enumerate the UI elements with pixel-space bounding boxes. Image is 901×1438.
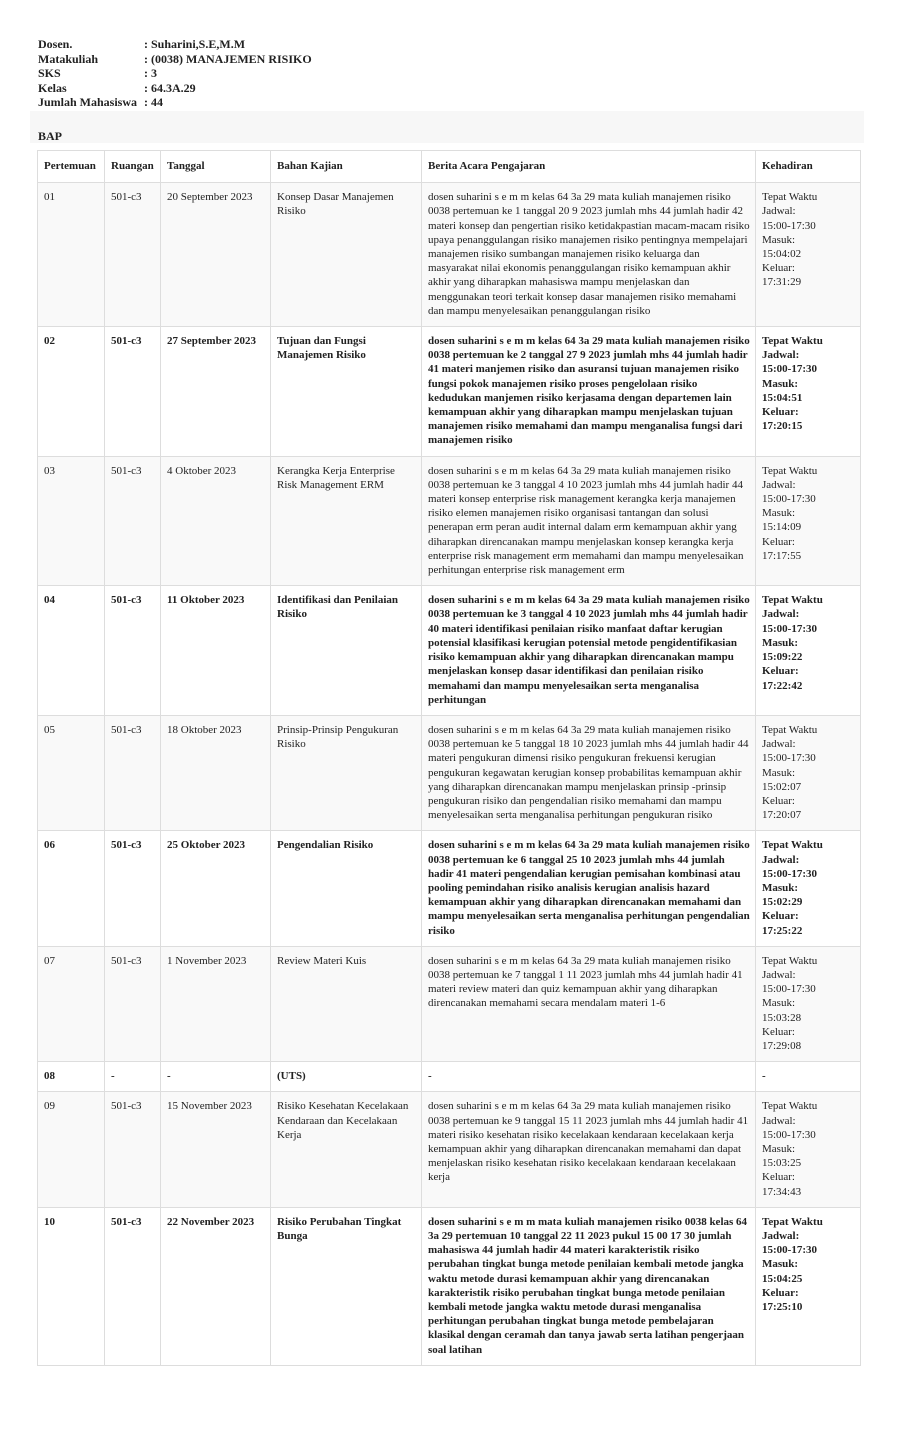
kehadiran-line: 15:00-17:30 (762, 622, 817, 635)
column-header-kehadiran: Kehadiran (756, 151, 861, 183)
kehadiran-line: 17:25:10 (762, 1301, 803, 1314)
kehadiran-line: 15:03:28 (762, 1011, 802, 1024)
header-row-sks (38, 66, 312, 81)
cell-kehadiran (756, 183, 861, 327)
table-row (38, 456, 861, 586)
kehadiran-line: 15:02:29 (762, 896, 803, 909)
kehadiran-line: 15:00-17:30 (762, 867, 817, 880)
section-background (30, 111, 864, 143)
column-header-bahan-kajian: Bahan Kajian (271, 151, 422, 183)
cell-bahan-kajian: Identifikasi dan Penilaian Risiko (271, 586, 422, 716)
kehadiran-line: - (762, 1070, 766, 1083)
kehadiran-line: Tepat Waktu (762, 594, 823, 607)
cell-kehadiran (756, 1092, 861, 1207)
kehadiran-line: Jadwal: (762, 349, 800, 362)
kehadiran-line: Jadwal: (762, 478, 796, 491)
cell-tanggal: 4 Oktober 2023 (161, 456, 271, 586)
kehadiran-line: Masuk: (762, 636, 799, 649)
cell-pertemuan: 08 (38, 1062, 105, 1092)
kehadiran-line: 15:00-17:30 (762, 1128, 816, 1141)
kehadiran-line: Tepat Waktu (762, 723, 818, 736)
kehadiran-line: 17:20:15 (762, 420, 803, 433)
kehadiran-line: Keluar: (762, 1171, 795, 1184)
header-row-kelas (38, 81, 312, 96)
kehadiran-line: Jadwal: (762, 1230, 800, 1242)
table-row (38, 586, 861, 716)
kehadiran-line: Keluar: (762, 794, 795, 807)
cell-kehadiran (756, 1207, 861, 1365)
kehadiran-line: Tepat Waktu (762, 954, 818, 967)
table-row (38, 946, 861, 1061)
cell-tanggal: - (161, 1062, 271, 1092)
cell-berita-acara: dosen suharini s e m m kelas 64 3a 29 mata kuliah manajemen risiko 0038 pertemuan ke 3 tanggal 4 10 2023 jumlah mhs 44 jumlah hadir 40 materi identifikasi penilaian risiko manfaat daftar kerugian potensial klasifikasi kerugian potensial metode pengidentifikasian risiko kemampuan akhir yang diharapkan direncanakan mampu menjelaskan konsep dasar identifikasi dan penilaian risiko memahami dan mampu menyelesaikan serta menganalisa perhitungan (422, 586, 756, 716)
kehadiran-line: 15:09:22 (762, 651, 803, 664)
kehadiran-line: 15:00-17:30 (762, 363, 817, 376)
header-label: Kelas (38, 80, 67, 95)
header-label: Dosen. (38, 37, 73, 51)
kehadiran-line: Masuk: (762, 1258, 799, 1271)
kehadiran-line: 15:03:25 (762, 1157, 802, 1170)
kehadiran-line: Keluar: (762, 910, 799, 923)
table-row (38, 831, 861, 946)
cell-berita-acara: - (422, 1062, 756, 1092)
kehadiran-line: 17:22:42 (762, 679, 803, 692)
kehadiran-line: Masuk: (762, 507, 795, 520)
cell-bahan-kajian: Review Materi Kuis (271, 946, 422, 1061)
kehadiran-line: Jadwal: (762, 608, 800, 621)
cell-pertemuan: 01 (38, 183, 105, 327)
header-value: : (0038) MANAJEMEN RISIKO (144, 51, 312, 66)
kehadiran-line: 15:00-17:30 (762, 493, 816, 506)
kehadiran-line: Keluar: (762, 665, 799, 678)
kehadiran-line: 15:14:09 (762, 521, 802, 534)
cell-pertemuan: 05 (38, 715, 105, 830)
cell-bahan-kajian: Kerangka Kerja Enterprise Risk Management ERM (271, 456, 422, 586)
kehadiran-line: Keluar: (762, 1025, 795, 1038)
cell-ruangan: - (105, 1062, 161, 1092)
cell-kehadiran (756, 327, 861, 457)
header-row-jumlah-mahasiswa (38, 95, 312, 110)
cell-berita-acara: dosen suharini s e m m kelas 64 3a 29 mata kuliah manajemen risiko 0038 pertemuan ke 9 tanggal 15 11 2023 jumlah mhs 44 jumlah hadir 41 materi risiko kesehatan risiko kecelakaan kendaraan kecelakaan kerja kemampuan akhir yang diharapkan direncanakan memahami dan dapat menjelaskan risiko kesehatan risiko kecelakaan kendaraan kecelakaan kerja (422, 1092, 756, 1207)
bap-table (37, 150, 861, 1366)
cell-kehadiran (756, 456, 861, 586)
kehadiran-line: Tepat Waktu (762, 839, 823, 852)
cell-pertemuan: 10 (38, 1207, 105, 1365)
cell-tanggal: 18 Oktober 2023 (161, 715, 271, 830)
cell-berita-acara: dosen suharini s e m m mata kuliah manajemen risiko 0038 kelas 64 3a 29 pertemuan 10 tanggal 22 11 2023 pukul 15 00 17 30 jumlah mahasiswa 44 jumlah hadir 44 materi karakteristik risiko perubahan tingkat bunga metode penilaian kembali metode jangka waktu metode durasi kemampuan akhir yang direncanakan karakteristik risiko perubahan tingkat bunga metode penilaian kembali metode jangka waktu metode durasi menganalisa perhitungan perubahan tingkat bunga metode pembelajaran klasikal dengan ceramah dan tanya jawab serta latihan pengerjaan soal latihan (422, 1207, 756, 1365)
cell-ruangan: 501-c3 (105, 327, 161, 457)
kehadiran-line: Keluar: (762, 1286, 799, 1299)
cell-berita-acara: dosen suharini s e m m kelas 64 3a 29 mata kuliah manajemen risiko 0038 pertemuan ke 1 tanggal 20 9 2023 jumlah mhs 44 jumlah hadir 42 materi konsep dan pengertian risiko ketidakpastian macam-macam risiko upaya penanggulangan risiko manajemen risiko pentingnya mempelajari manajemen risiko sumbangan manajemen risiko keluarga dan masyarakat nilai ekonomis penanggulangan risiko kemampuan akhir akhir yang diharapkan mahasiswa mampu menjelaskan dan menggunakan teori terkait konsep dasar manajemen risiko memahami dan mampu menyelesaikan penanggulangan risiko (422, 183, 756, 327)
cell-kehadiran (756, 715, 861, 830)
kehadiran-line: 15:00-17:30 (762, 219, 816, 232)
header-row-dosen (38, 37, 312, 52)
cell-ruangan: 501-c3 (105, 946, 161, 1061)
cell-pertemuan: 09 (38, 1092, 105, 1207)
kehadiran-line: Tepat Waktu (762, 1215, 823, 1228)
kehadiran-line: Tepat Waktu (762, 1100, 818, 1113)
cell-tanggal: 27 September 2023 (161, 327, 271, 457)
table-row (38, 183, 861, 327)
kehadiran-line: Masuk: (762, 881, 799, 894)
cell-ruangan: 501-c3 (105, 831, 161, 946)
column-header-berita-acara: Berita Acara Pengajaran (422, 151, 756, 183)
section-title: BAP (38, 129, 62, 143)
cell-tanggal: 1 November 2023 (161, 946, 271, 1061)
course-header (38, 37, 312, 110)
table-row (38, 715, 861, 830)
kehadiran-line: 15:00-17:30 (762, 983, 816, 996)
cell-ruangan: 501-c3 (105, 1092, 161, 1207)
cell-berita-acara: dosen suharini s e m m kelas 64 3a 29 mata kuliah manajemen risiko 0038 pertemuan ke 7 tanggal 1 11 2023 jumlah mhs 44 jumlah hadir 41 materi review materi dan quiz kemampuan akhir yang diharapkan direncanakan memahami secara mendalam materi 1-6 (422, 946, 756, 1061)
header-label: Jumlah Mahasiswa (38, 95, 138, 109)
cell-bahan-kajian: Risiko Kesehatan Kecelakaan Kendaraan dan Kecelakaan Kerja (271, 1092, 422, 1207)
kehadiran-line: Jadwal: (762, 853, 800, 866)
cell-pertemuan: 07 (38, 946, 105, 1061)
cell-tanggal: 20 September 2023 (161, 183, 271, 327)
kehadiran-line: Tepat Waktu (762, 335, 823, 348)
table-row (38, 327, 861, 457)
kehadiran-line: Tepat Waktu (762, 191, 818, 204)
kehadiran-line: 17:31:29 (762, 276, 802, 289)
cell-pertemuan: 02 (38, 327, 105, 457)
kehadiran-line: 17:25:22 (762, 924, 803, 937)
column-header-pertemuan: Pertemuan (38, 151, 105, 183)
cell-berita-acara: dosen suharini s e m m kelas 64 3a 29 mata kuliah manajemen risiko 0038 pertemuan ke 5 tanggal 18 10 2023 jumlah mhs 44 jumlah hadir 44 materi pengukuran dimensi risiko pengukuran frekuensi kerugian pengukuran kegawatan kerugian konsep probabilitas kemampuan akhir yang diharapkan direncanakan mampu menjelaskan prinsip -prinsip pengukuran risiko dan pengendalian risiko memahami dan mampu menyelesaikan serta menganalisa perhitungan pengukuran risiko (422, 715, 756, 830)
cell-pertemuan: 06 (38, 831, 105, 946)
kehadiran-line: Masuk: (762, 377, 799, 390)
kehadiran-line: Keluar: (762, 262, 795, 275)
cell-tanggal: 11 Oktober 2023 (161, 586, 271, 716)
kehadiran-line: Masuk: (762, 233, 795, 246)
kehadiran-line: Jadwal: (762, 968, 796, 981)
kehadiran-line: Jadwal: (762, 1114, 796, 1127)
cell-pertemuan: 04 (38, 586, 105, 716)
cell-berita-acara: dosen suharini s e m m kelas 64 3a 29 mata kuliah manajemen risiko 0038 pertemuan ke 6 tanggal 25 10 2023 jumlah mhs 44 jumlah hadir 41 materi pengendalian kerugian pemisahan kombinasi atau pooling pemindahan risiko analisis kerugian analisis hazard kemampuan akhir yang diharapkan direncanakan memahami dan mampu menyelesaikan serta menganalisa perhitungan pengendalian risiko (422, 831, 756, 946)
table-row (38, 1092, 861, 1207)
cell-kehadiran (756, 831, 861, 946)
table-header-row (38, 151, 861, 183)
cell-tanggal: 22 November 2023 (161, 1207, 271, 1365)
cell-berita-acara: dosen suharini s e m m kelas 64 3a 29 mata kuliah manajemen risiko 0038 pertemuan ke 3 tanggal 4 10 2023 jumlah mhs 44 jumlah hadir 44 materi konsep enterprise risk management kerangka kerja manajemen risiko elemen manajemen risiko organisasi tantangan dan solusi penerapan erm peran audit internal dalam erm kemampuan akhir yang diharapkan direncanakan mampu menjelaskan konsep kerangka kerja enterprise risk management erm memahami dan mampu menyelesaikan perhitungan enterprise risk management erm (422, 456, 756, 586)
cell-bahan-kajian: (UTS) (271, 1062, 422, 1092)
cell-kehadiran (756, 946, 861, 1061)
cell-pertemuan: 03 (38, 456, 105, 586)
cell-ruangan: 501-c3 (105, 586, 161, 716)
kehadiran-line: 17:29:08 (762, 1039, 802, 1052)
column-header-tanggal: Tanggal (161, 151, 271, 183)
cell-ruangan: 501-c3 (105, 1207, 161, 1365)
kehadiran-line: Jadwal: (762, 205, 796, 218)
kehadiran-line: 15:04:51 (762, 391, 803, 404)
kehadiran-line: Keluar: (762, 535, 795, 548)
table-row (38, 1062, 861, 1092)
cell-bahan-kajian: Prinsip-Prinsip Pengukuran Risiko (271, 715, 422, 830)
cell-kehadiran (756, 586, 861, 716)
kehadiran-line: 15:04:25 (762, 1272, 803, 1285)
cell-bahan-kajian: Risiko Perubahan Tingkat Bunga (271, 1207, 422, 1365)
cell-bahan-kajian: Konsep Dasar Manajemen Risiko (271, 183, 422, 327)
kehadiran-line: 15:00-17:30 (762, 1244, 817, 1257)
column-header-ruangan: Ruangan (105, 151, 161, 183)
kehadiran-line: 17:34:43 (762, 1185, 802, 1198)
kehadiran-line: Masuk: (762, 766, 795, 779)
cell-ruangan: 501-c3 (105, 715, 161, 830)
kehadiran-line: Jadwal: (762, 738, 796, 751)
kehadiran-line: 17:20:07 (762, 809, 802, 822)
cell-tanggal: 25 Oktober 2023 (161, 831, 271, 946)
header-value: : Suharini,S.E,M.M (144, 37, 246, 51)
kehadiran-line: Tepat Waktu (762, 464, 818, 477)
kehadiran-line: Keluar: (762, 406, 799, 419)
kehadiran-line: 15:04:02 (762, 248, 802, 261)
cell-ruangan: 501-c3 (105, 456, 161, 586)
cell-kehadiran (756, 1062, 861, 1092)
kehadiran-line: 17:17:55 (762, 549, 802, 562)
header-row-matakuliah (38, 52, 312, 67)
cell-ruangan: 501-c3 (105, 183, 161, 327)
kehadiran-line: Masuk: (762, 997, 795, 1010)
cell-berita-acara: dosen suharini s e m m kelas 64 3a 29 mata kuliah manajemen risiko 0038 pertemuan ke 2 tanggal 27 9 2023 jumlah mhs 44 jumlah hadir 41 materi manjemen risiko dan asuransi tujuan manajemen risiko fungsi pokok manajemen risiko proses pengelolaan risiko kedudukan manjemen risiko kerjasama dengan departemen lain kemampuan akhir yang diharapkan mampu menjelaskan tujuan manajemen risiko memahami dan mampu menganalisa fungsi dari manajemen risiko (422, 327, 756, 457)
header-label: Matakuliah (38, 51, 99, 66)
header-value: : 64.3A.29 (144, 80, 196, 95)
kehadiran-line: 15:02:07 (762, 780, 802, 793)
cell-tanggal: 15 November 2023 (161, 1092, 271, 1207)
header-label: SKS (38, 66, 61, 80)
header-value: : 44 (144, 95, 163, 109)
header-value: : 3 (144, 66, 157, 80)
table-row (38, 1207, 861, 1365)
kehadiran-line: Masuk: (762, 1142, 795, 1155)
kehadiran-line: 15:00-17:30 (762, 752, 816, 765)
cell-bahan-kajian: Tujuan dan Fungsi Manajemen Risiko (271, 327, 422, 457)
cell-bahan-kajian: Pengendalian Risiko (271, 831, 422, 946)
